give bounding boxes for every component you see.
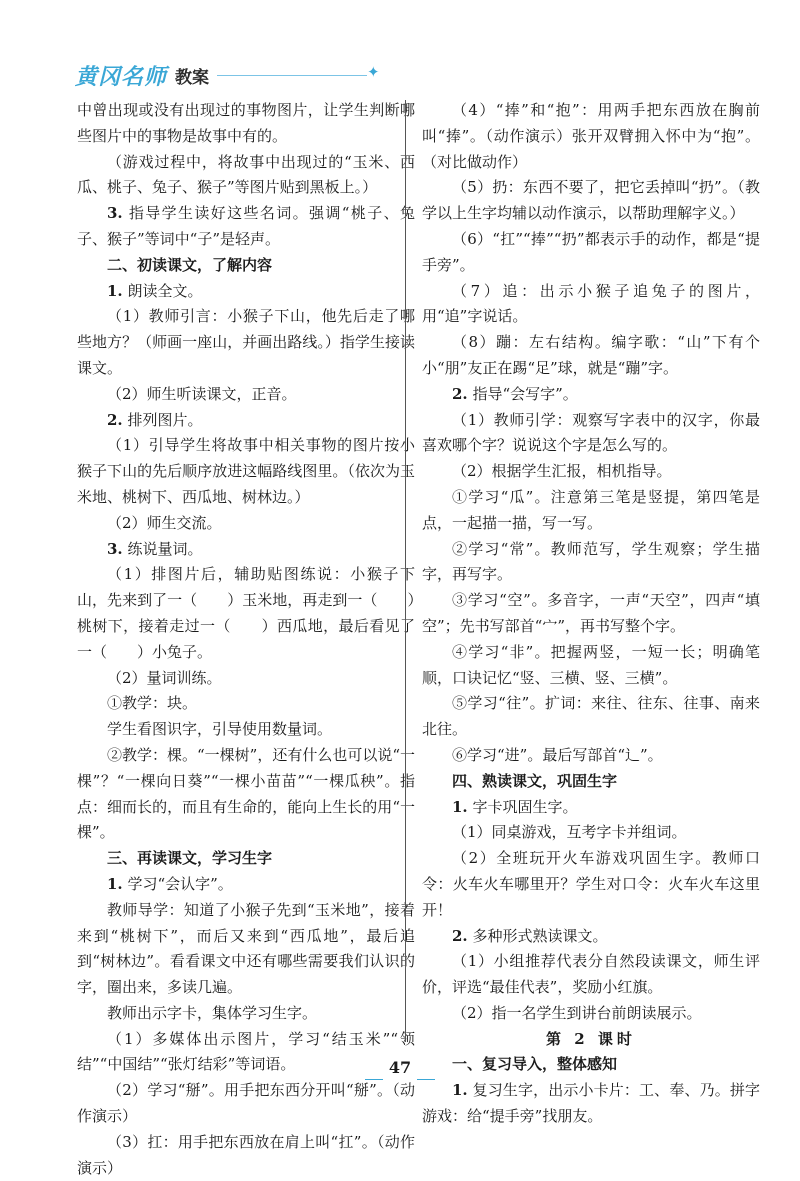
item-number: 2. (452, 926, 468, 945)
paragraph: ⑥学习“进”。最后写部首“辶”。 (452, 745, 663, 764)
paragraph-text: 练说量词。 (122, 539, 203, 558)
item-number: 1. (452, 1081, 468, 1100)
paragraph-text: 学习“会认字”。 (122, 874, 233, 893)
paragraph: （1）同桌游戏，互考字卡并组词。 (452, 823, 687, 842)
paragraph (422, 382, 760, 408)
item-number: 2. (107, 410, 123, 429)
paragraph: （1）排图片后，辅助贴图练说：小猴子下山，先来到了一（ ）玉米地，再走到一（ ）桃树下，接着走过一（ ）西瓜地，最后看见了一（ ）小兔子。 (77, 565, 415, 661)
paragraph: （6）“扛”“捧”“扔”都表示手的动作，都是“提手旁”。 (422, 229, 760, 274)
paragraph: （2）全班玩开火车游戏巩固生字。教师口令：火车火车哪里开？学生对口令：火车火车这里开！ (422, 849, 760, 919)
paragraph-text: 多种形式熟读课文。 (467, 926, 608, 945)
paragraph (77, 537, 415, 563)
page-number-footer (0, 1058, 800, 1077)
page-number: 47 (383, 1058, 417, 1077)
item-number: 3. (107, 539, 123, 558)
paragraph: （游戏过程中，将故事中出现过的“玉米、西瓜、桃子、兔子、猴子”等图片贴到黑板上。） (77, 152, 415, 197)
item-number: 1. (452, 797, 468, 816)
paragraph: （2）师生听读课文，正音。 (107, 384, 297, 403)
header-rule (217, 75, 367, 76)
paragraph: （1）教师引学：观察写字表中的汉字，你最喜欢哪个字？说说这个字是怎么写的。 (422, 410, 760, 455)
paragraph: （3）扛：用手把东西放在肩上叫“扛”。（动作演示） (77, 1132, 415, 1177)
right-column (422, 98, 760, 1130)
paragraph (77, 279, 415, 305)
paragraph (77, 408, 415, 434)
paragraph (77, 872, 415, 898)
paragraph: （5）扔：东西不要了，把它丢掉叫“扔”。（教学以上生字均辅以动作演示，以帮助理解字义。） (422, 178, 760, 223)
paragraph: （1）小组推荐代表分自然段读课文，师生评价，评选“最佳代表”，奖励小红旗。 (422, 952, 760, 997)
paragraph: （2）根据学生汇报，相机指导。 (452, 462, 672, 481)
paragraph-text: 指导学生读好这些名词。强调“桃子、兔子、猴子”等词中“子”是轻声。 (77, 204, 415, 248)
paragraph: ②教学：棵。“一棵树”，还有什么也可以说“一棵”？“一棵向日葵”“一棵小苗苗”“一棵瓜秧”。指点：细而长的，而且有生命的，能向上生长的用“一棵”。 (77, 745, 416, 842)
paragraph: （1）多媒体出示图片，学习“结玉米”“领结”“中国结”“张灯结彩”等词语。 (77, 1029, 415, 1074)
section-heading: 二、初读课文，了解内容 (107, 255, 273, 274)
brand-logo-text: 黄冈名师 (75, 65, 168, 90)
item-number: 3. (107, 204, 123, 223)
page-header (75, 60, 380, 92)
item-number: 1. (107, 281, 123, 300)
paragraph: （4）“捧”和“抱”：用两手把东西放在胸前叫“捧”。（动作演示）张开双臂拥入怀中为“抱”。（对比做动作） (422, 101, 760, 171)
paragraph: ②学习“常”。教师范写，学生观察；学生描字，再写字。 (422, 539, 760, 584)
lesson-title: 第 2 课时 (546, 1029, 636, 1048)
paragraph (422, 924, 760, 950)
paragraph (422, 795, 760, 821)
header-subtitle: 教案 (175, 68, 209, 88)
paragraph: ⑤学习“往”。扩词：来往、往东、往事、南来北往。 (422, 694, 760, 739)
section-heading: 四、熟读课文，巩固生字 (452, 771, 618, 790)
paragraph-text: 复习生字，出示小卡片：工、奉、乃。拼字游戏：给“提手旁”找朋友。 (422, 1081, 760, 1126)
paragraph: （2）指一名学生到讲台前朗读展示。 (452, 1003, 702, 1022)
paragraph: （8）蹦：左右结构。编字歌：“山”下有个小“朋”友正在踢“足”球，就是“蹦”字。 (422, 333, 760, 377)
item-number: 2. (452, 384, 468, 403)
paragraph-text: 指导“会写字”。 (467, 384, 578, 403)
paragraph: 中曾出现或没有出现过的事物图片，让学生判断哪些图片中的事物是故事中有的。 (77, 101, 415, 145)
paragraph (422, 1078, 760, 1130)
paragraph-text: 字卡巩固生字。 (467, 797, 578, 816)
column-divider (405, 100, 406, 1042)
paragraph: 学生看图识字，引导使用数量词。 (107, 720, 333, 739)
paragraph: （2）学习“掰”。用手把东西分开叫“掰”。（动作演示） (77, 1081, 415, 1126)
paragraph-text: 朗读全文。 (122, 281, 203, 300)
paragraph: （2）师生交流。 (107, 513, 222, 532)
paragraph: 教师导学：知道了小猴子先到“玉米地”，接着来到“桃树下”，而后又来到“西瓜地”，最后追到“树林边”。看看课文中还有哪些需要我们认识的字，圈出来，多读几遍。 (77, 900, 415, 997)
paragraph: ①教学：块。 (107, 694, 198, 713)
paragraph: （1）引导学生将故事中相关事物的图片按小猴子下山的先后顺序放进这幅路线图里。（依次为玉米地、桃树下、西瓜地、树林边。） (77, 436, 415, 506)
star-icon: ✦ (367, 63, 380, 81)
paragraph: （2）量词训练。 (107, 668, 222, 687)
paragraph: 教师出示字卡，集体学习生字。 (107, 1003, 318, 1022)
left-column (77, 98, 415, 1181)
paragraph: （1）教师引言：小猴子下山，他先后走了哪些地方？（师画一座山，并画出路线。）指学生接读课文。 (77, 307, 415, 377)
paragraph-text: 排列图片。 (122, 410, 203, 429)
paragraph: ①学习“瓜”。注意第三笔是竖提，第四笔是点，一起描一描，写一写。 (422, 487, 760, 532)
item-number: 1. (107, 874, 123, 893)
paragraph: ③学习“空”。多音字，一声“天空”，四声“填空”；先书写部首“宀”，再书写整个字。 (422, 591, 760, 635)
paragraph: （7）追：出示小猴子追兔子的图片，用“追”字说话。 (422, 281, 760, 326)
section-heading: 一、复习导入，整体感知 (452, 1055, 618, 1074)
paragraph: ④学习“非”。把握两竖，一短一长；明确笔顺，口诀记忆“竖、三横、竖、三横”。 (422, 642, 760, 687)
section-heading: 三、再读课文，学习生字 (107, 849, 273, 868)
paragraph (77, 201, 415, 253)
